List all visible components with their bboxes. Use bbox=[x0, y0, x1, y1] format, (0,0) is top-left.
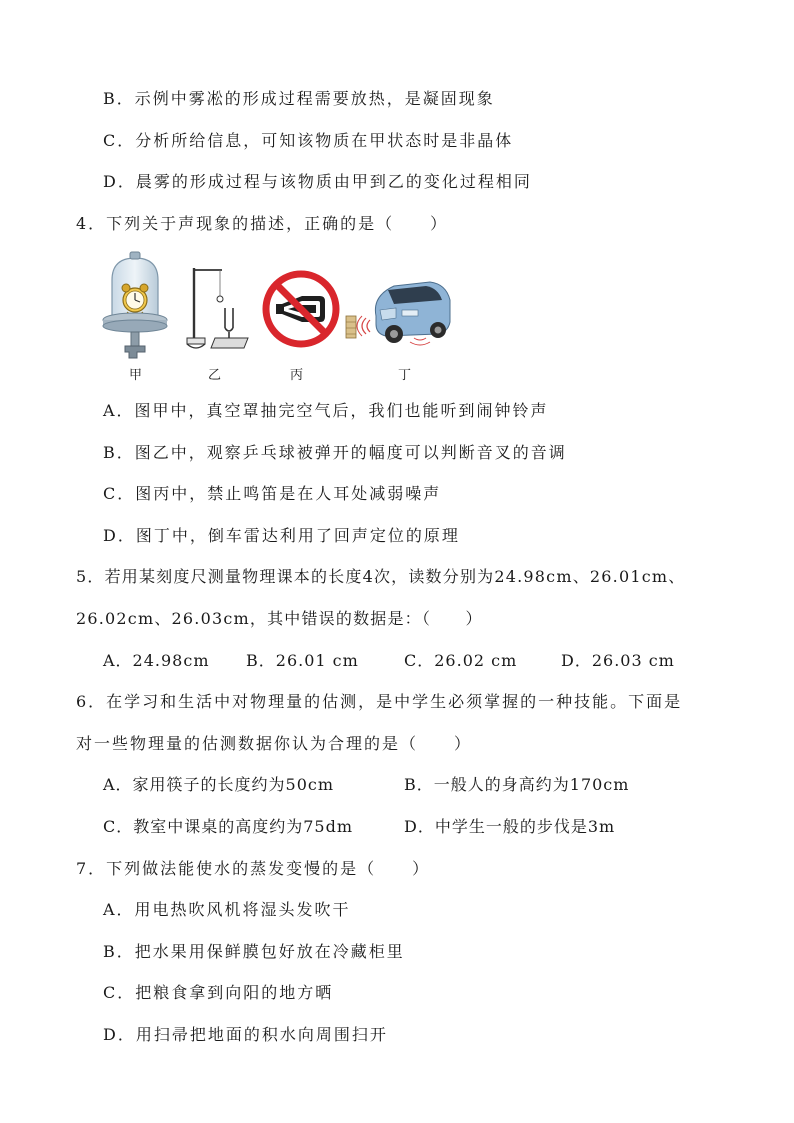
q5-stem-line2: 26.02cm、26.03cm，其中错误的数据是：（ ） bbox=[76, 609, 483, 628]
q7-stem: 7．下列做法能使水的蒸发变慢的是（ ） bbox=[76, 859, 431, 878]
q7-option-a: A．用电热吹风机将湿头发吹干 bbox=[103, 900, 351, 919]
q3-option-b: B．示例中雾凇的形成过程需要放热，是凝固现象 bbox=[103, 89, 495, 108]
q3-option-d: D．晨雾的形成过程与该物质由甲到乙的变化过程相同 bbox=[103, 172, 532, 191]
q4-option-a: A．图甲中，真空罩抽完空气后，我们也能听到闹钟铃声 bbox=[103, 401, 549, 420]
q4-option-c: C．图丙中，禁止鸣笛是在人耳处减弱噪声 bbox=[103, 484, 442, 503]
q3-option-c: C．分析所给信息，可知该物质在甲状态时是非晶体 bbox=[103, 131, 514, 150]
reversing-radar-car-icon bbox=[342, 276, 454, 348]
q5-option-a: A．24.98cm bbox=[103, 651, 210, 670]
q4-option-b: B．图乙中，观察乒乓球被弹开的幅度可以判断音叉的音调 bbox=[103, 443, 567, 462]
q7-option-d: D．用扫帚把地面的积水向周围扫开 bbox=[103, 1025, 388, 1044]
q7-option-c: C．把粮食拿到向阳的地方晒 bbox=[103, 983, 334, 1002]
no-horn-sign-icon bbox=[262, 270, 340, 348]
figure-label-bing: 丙 bbox=[290, 368, 304, 383]
q6-option-c: C．教室中课桌的高度约为75dm bbox=[103, 817, 354, 836]
q5-option-b: B．26.01 cm bbox=[246, 651, 359, 670]
bell-jar-alarm-clock-icon bbox=[100, 250, 170, 360]
q4-option-d: D．图丁中，倒车雷达利用了回声定位的原理 bbox=[103, 526, 460, 545]
q5-option-c: C．26.02 cm bbox=[404, 651, 518, 670]
q6-option-d: D．中学生一般的步伐是3m bbox=[404, 817, 616, 836]
tuning-fork-ping-pong-icon bbox=[182, 262, 254, 352]
q6-option-b: B．一般人的身高约为170cm bbox=[404, 775, 630, 794]
figure-label-yi: 乙 bbox=[208, 368, 222, 383]
q6-stem-line2: 对一些物理量的估测数据你认为合理的是（ ） bbox=[76, 734, 473, 753]
q6-option-a: A．家用筷子的长度约为50cm bbox=[103, 775, 335, 794]
q4-stem: 4．下列关于声现象的描述，正确的是（ ） bbox=[76, 214, 449, 233]
q7-option-b: B．把水果用保鲜膜包好放在冷藏柜里 bbox=[103, 942, 405, 961]
figure-label-jia: 甲 bbox=[129, 368, 143, 383]
q5-stem-line1: 5．若用某刻度尺测量物理课本的长度4次，读数分别为24.98cm、26.01cm、 bbox=[76, 567, 686, 586]
figure-label-ding: 丁 bbox=[398, 368, 412, 383]
q5-option-d: D．26.03 cm bbox=[561, 651, 675, 670]
q6-stem-line1: 6．在学习和生活中对物理量的估测，是中学生必须掌握的一种技能。下面是 bbox=[76, 692, 683, 711]
